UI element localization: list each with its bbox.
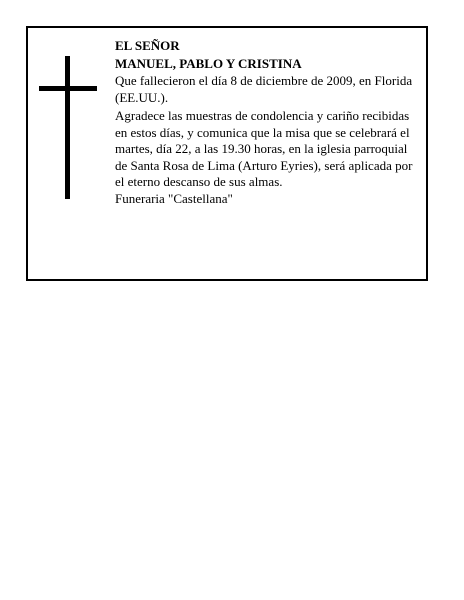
notice-text-block: [115, 38, 415, 207]
mass-announcement: Agradece las muestras de condolencia y cariño recibidas en estos días, y comunica que la misa que se celebrará el martes, día 22, a las 19.30 horas, en la iglesia parroquial de Santa Rosa de Lima (Arturo Eyries), será aplicada por el eterno descanso de sus almas.: [115, 108, 413, 189]
cross-icon: [39, 56, 97, 199]
obituary-notice: [26, 26, 428, 281]
deceased-names: MANUEL, PABLO Y CRISTINA: [115, 55, 302, 71]
notice-heading: EL SEÑOR: [115, 38, 180, 53]
funeral-home: Funeraria "Castellana": [115, 190, 233, 206]
cross-vertical-bar: [65, 56, 70, 199]
death-info: Que fallecieron el día 8 de diciembre de 2009, en Florida (EE.UU.).: [115, 73, 413, 105]
cross-horizontal-bar: [39, 86, 97, 91]
